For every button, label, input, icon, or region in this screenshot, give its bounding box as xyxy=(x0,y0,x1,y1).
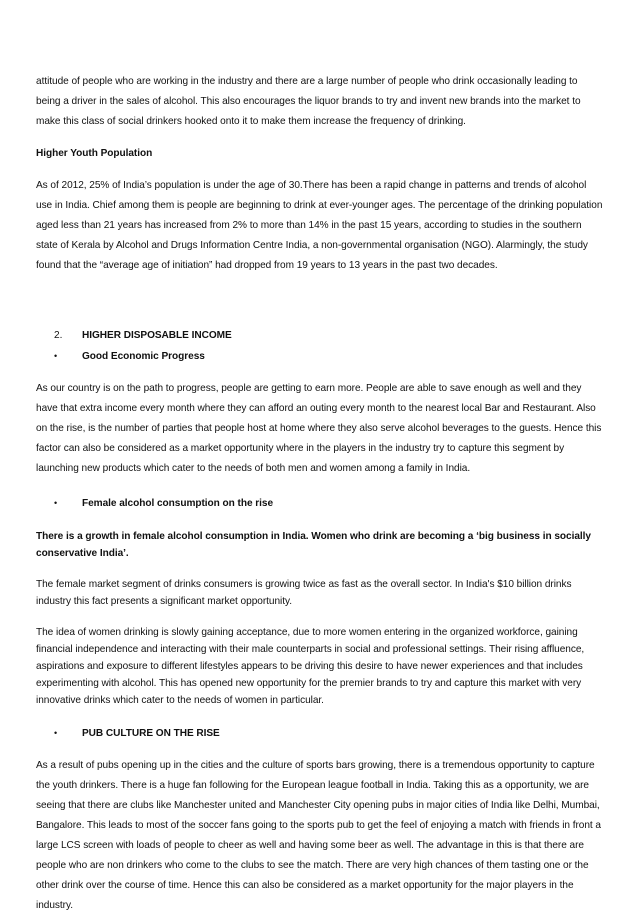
bullet-item-female-consumption xyxy=(36,493,604,514)
bullet-item-pub-culture xyxy=(36,723,604,744)
paragraph-intro: attitude of people who are working in the industry and there are a large number of people who drink occasionally leading to being a driver in the sales of alcohol. This also encourages the liquor brands to try and invent new brands into the market to make this class of social drinkers hooked onto it to make them increase the frequency of drinking. xyxy=(36,76,581,127)
document-body xyxy=(36,72,604,916)
paragraph-female-market: The female market segment of drinks consumers is growing twice as fast as the overall sector. In India's $10 billion drinks industry this fact presents a significant market opportunity. xyxy=(36,579,572,607)
bullet-label-pub: PUB CULTURE ON THE RISE xyxy=(82,728,220,739)
heading-youth-population: Higher Youth Population xyxy=(36,148,153,159)
bullet-icon: • xyxy=(54,498,58,508)
bullet-label-female: Female alcohol consumption on the rise xyxy=(82,498,274,509)
paragraph-youth-population: As of 2012, 25% of India’s population is under the age of 30.There has been a rapid change in patterns and trends of alcohol use in India. Chief among them is people are beginning to drink at ever-younger ages. The percentage of the drinking population aged less than 21 years has increased from 2% to more than 14% in the past 15 years, according to studies in the southern state of Kerala by Alcohol and Drugs Information Centre India, a non-governmental organisation (NGO). Alarmingly, the study found that the “average age of initiation” had dropped from 19 years to 13 years in the past two decades. xyxy=(36,180,603,271)
numbered-item-label: HIGHER DISPOSABLE INCOME xyxy=(82,330,232,341)
bullet-item-economic-progress xyxy=(36,346,604,367)
bullet-label-economic: Good Economic Progress xyxy=(82,351,205,362)
list-number: 2. xyxy=(54,330,63,341)
paragraph-female-acceptance: The idea of women drinking is slowly gaining acceptance, due to more women entering in the organized workforce, gaining financial independence and interacting with their male counterparts in social and professional settings. Their rising affluence, aspirations and exposure to different lifestyles appears to be driving this desire to have newer experiences and that includes experimenting with alcohol. This has opened new opportunity for the premier brands to try and capture this market with very innovative drinks which cater to the needs of women in particular. xyxy=(36,627,585,706)
bullet-icon: • xyxy=(54,351,58,361)
paragraph-pub-culture: As a result of pubs opening up in the cities and the culture of sports bars growing, there is a tremendous opportunity to capture the youth drinkers. There is a huge fan following for the European league football in India. Taking this as a opportunity, we are seeing that there are clubs like Manchester united and Manchester City opening pubs in major cities of India like Delhi, Mumbai, Bangalore. This leads to most of the soccer fans going to the sports pub to get the feel of enjoying a match with friends in front a large LCS screen with loads of people to cheer as well and having some beer as well. The advantage in this is that there are people who are non drinkers who come to the clubs to see the match. There are very high chances of them tasting one or the other drink over the course of time. Hence this can also be considered as a market opportunity for the major players in the industry. xyxy=(36,760,601,911)
paragraph-female-bold: There is a growth in female alcohol consumption in India. Women who drink are becoming a ‘big business in socially conservative India’. xyxy=(36,531,591,559)
paragraph-economic-progress: As our country is on the path to progress, people are getting to earn more. People are able to save enough as well and they have that extra income every month where they can afford an outing every month to the nearest local Bar and Restaurant. Also on the rise, is the number of parties that people host at home where they also serve alcohol beverages to the guests. Hence this factor can also be considered as a market opportunity where in the players in the industry try to capture this segment by launching new products which cater to the needs of both men and women among a family in India. xyxy=(36,383,602,474)
bullet-icon: • xyxy=(54,728,58,738)
numbered-item-disposable-income xyxy=(36,326,604,346)
